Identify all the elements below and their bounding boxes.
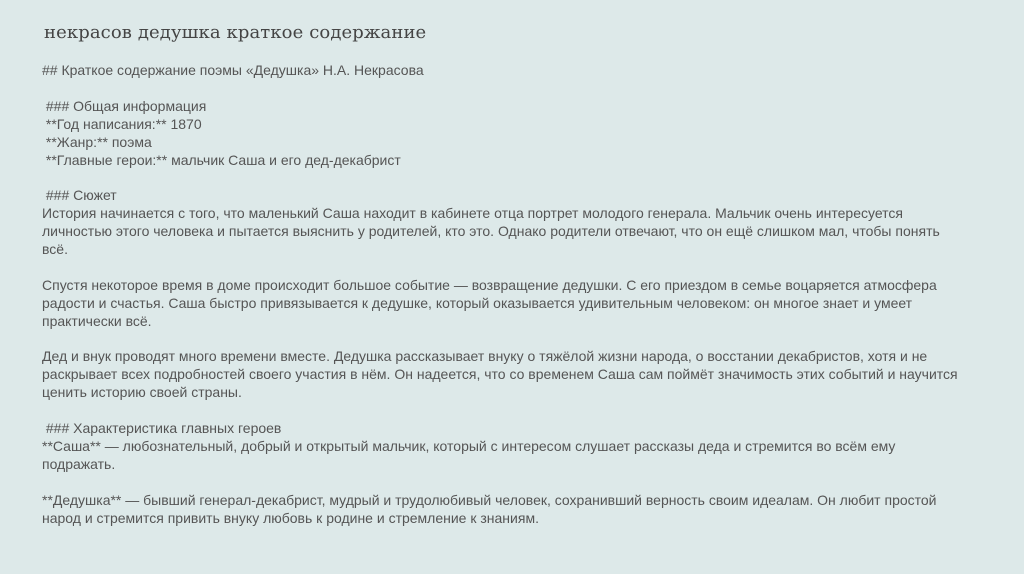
genre: **Жанр:** поэма — [42, 133, 152, 150]
slide-title: некрасов дедушка краткое содержание — [44, 22, 427, 43]
slide-content — [42, 62, 962, 527]
plot-paragraph: История начинается с того, что маленький Саша находит в кабинете отца портрет молодого генерала. Мальчик очень интересуется личностью этого человека и пытается выяснить у родителей, кто это. Однако родители отвечают, что он ещё слишком мал, чтобы понять всё. — [42, 205, 940, 258]
characters-heading: ### Характеристика главных героев — [42, 420, 282, 437]
summary-heading: ## Краткое содержание поэмы «Дедушка» Н.А. Некрасова — [42, 62, 424, 78]
character-grandpa: **Дедушка** — бывший генерал-декабрист, мудрый и трудолюбивый человек, сохранивший верность своим идеалам. Он любит простой народ и стремится привить внуку любовь к родине и стремление к знаниям. — [42, 491, 937, 526]
spacer — [42, 474, 962, 492]
main-heroes: **Главные герои:** мальчик Саша и его дед-декабрист — [42, 151, 401, 168]
spacer — [42, 169, 962, 187]
plot-paragraph: Спустя некоторое время в доме происходит большое событие — возвращение дедушки. С его приездом в семье воцаряется атмосфера радости и счастья. Саша быстро привязывается к дедушке, который оказывается удивительным человеком: он многое знает и умеет практически всё. — [42, 276, 937, 329]
spacer — [42, 402, 962, 420]
general-info-heading: ### Общая информация — [42, 97, 207, 114]
spacer — [42, 80, 962, 98]
year-written: **Год написания:** 1870 — [42, 115, 202, 132]
character-sasha: **Саша** — любознательный, добрый и открытый мальчик, который с интересом слушает рассказы деда и стремится во всём ему подражать. — [42, 437, 896, 472]
spacer — [42, 331, 962, 349]
plot-paragraph: Дед и внук проводят много времени вместе. Дедушка рассказывает внуку о тяжёлой жизни народа, о восстании декабристов, хотя и не раскрывает всех подробностей своего участия в нём. Он надеется, что со временем Саша сам поймёт значимость этих событий и научится ценить историю своей страны. — [42, 348, 958, 401]
plot-heading: ### Сюжет — [42, 187, 117, 204]
spacer — [42, 259, 962, 277]
